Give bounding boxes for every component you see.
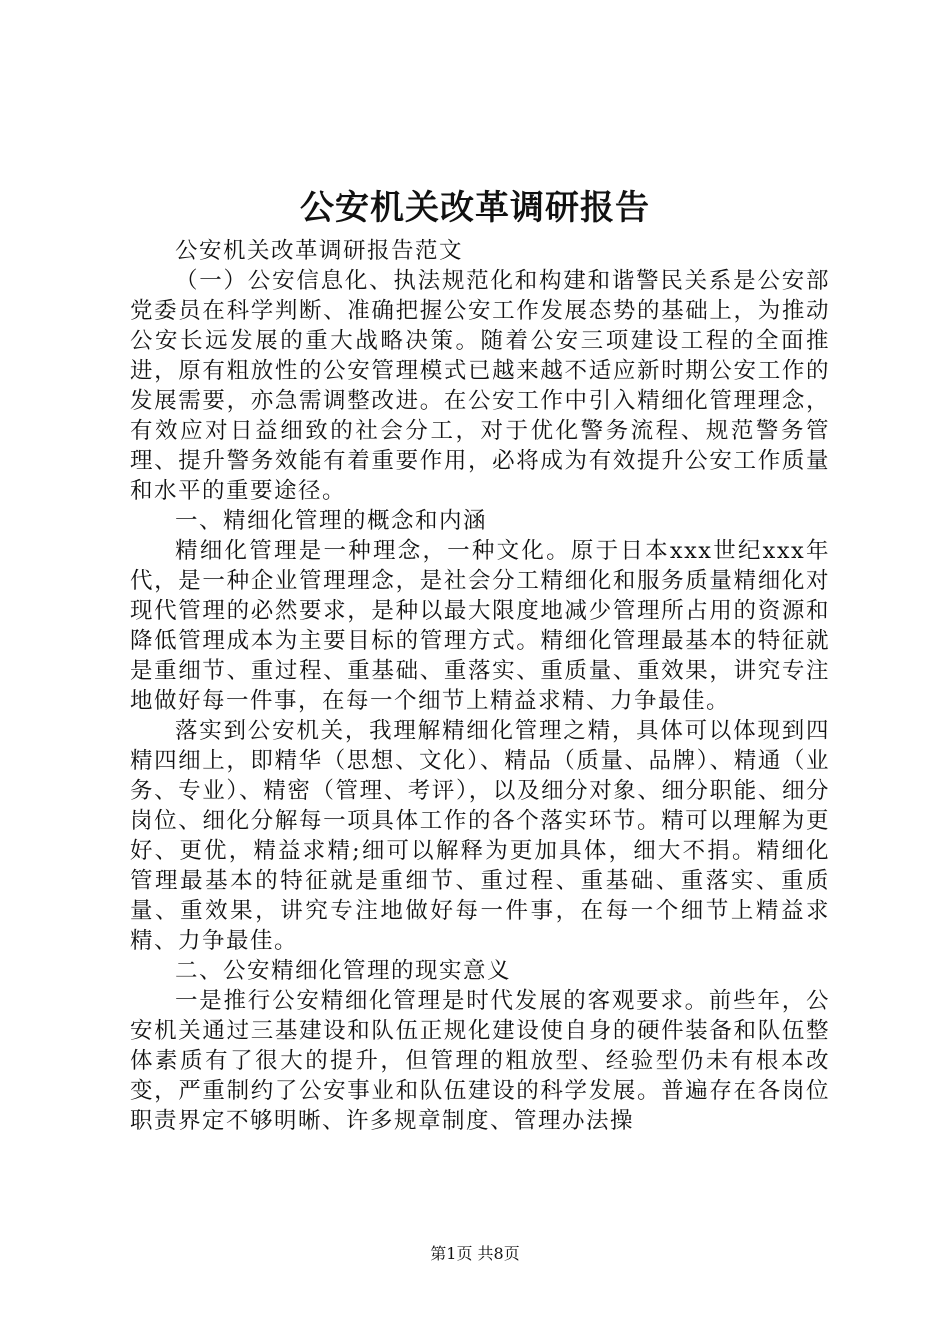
paragraph-intro: （一）公安信息化、执法规范化和构建和谐警民关系是公安部党委员在科学判断、准确把握公安工作发展态势的基础上，为推动公安长远发展的重大战略决策。随着公安三项建设工程的全面推进，原有粗放性的公安管理模式已越来越不适应新时期公安工作的发展需要，亦急需调整改进。在公安工作中引入精细化管理理念，有效应对日益细致的社会分工，对于优化警务流程、规范警务管理、提升警务效能有着重要作用，必将成为有效提升公安工作质量和水平的重要途径。 (130, 268, 830, 504)
document-title: 公安机关改革调研报告 (300, 188, 650, 228)
paragraph-concept: 精细化管理是一种理念，一种文化。原于日本xxx世纪xxx年代，是一种企业管理理念，是社会分工精细化和服务质量精细化对现代管理的必然要求，是种以最大限度地减少管理所占用的资源和降低管理成本为主要目标的管理方式。精细化管理最基本的特征就是重细节、重过程、重基础、重落实、重质量、重效果，讲究专注地做好每一件事，在每一个细节上精益求精、力争最佳。 (130, 538, 830, 714)
document-body (130, 236, 830, 1136)
paragraph-significance: 一是推行公安精细化管理是时代发展的客观要求。前些年，公安机关通过三基建设和队伍正规化建设使自身的硬件装备和队伍整体素质有了很大的提升，但管理的粗放型、经验型仍未有根本改变，严重制约了公安事业和队伍建设的科学发展。普遍存在各岗位职责界定不够明晰、许多规章制度、管理办法操 (130, 988, 830, 1134)
document-subtitle: 公安机关改革调研报告范文 (175, 238, 464, 264)
section-heading-1: 一、精细化管理的概念和内涵 (175, 508, 488, 534)
paragraph-police-application: 落实到公安机关，我理解精细化管理之精，具体可以体现到四精四细上，即精华（思想、文化）、精品（质量、品牌）、精通（业务、专业）、精密（管理、考评），以及细分对象、细分职能、细分岗位、细化分解每一项具体工作的各个落实环节。精可以理解为更好、更优，精益求精;细可以解释为更加具体，细大不捐。精细化管理最基本的特征就是重细节、重过程、重基础、重落实、重质量、重效果，讲究专注地做好每一件事，在每一个细节上精益求精、力争最佳。 (130, 718, 830, 954)
section-heading-2: 二、公安精细化管理的现实意义 (175, 958, 512, 984)
page-footer: 第1页 共8页 (430, 1244, 520, 1263)
